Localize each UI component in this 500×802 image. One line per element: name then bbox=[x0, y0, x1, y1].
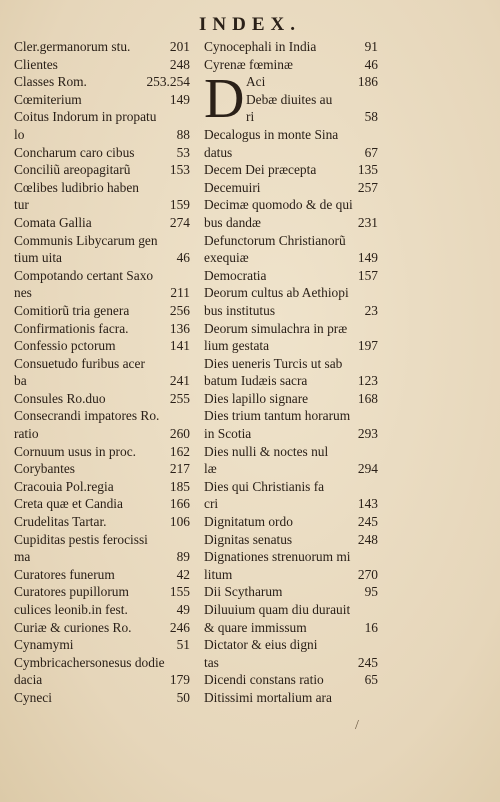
entry-text: Curiæ & curiones Ro. bbox=[14, 619, 132, 635]
dropcap-lines bbox=[246, 73, 378, 126]
index-entry bbox=[14, 284, 190, 302]
entry-text: & quare immissum bbox=[204, 619, 307, 635]
entry-page-number: 255 bbox=[169, 390, 190, 406]
index-entry bbox=[204, 513, 378, 531]
entry-text: Dicendi constans ratio bbox=[204, 672, 324, 688]
entry-text: Deorum cultus ab Aethiopi bbox=[204, 285, 349, 301]
entry-text: Cyneci bbox=[14, 689, 52, 705]
index-entry bbox=[14, 390, 190, 408]
entry-text: Dies qui Christianis fa bbox=[204, 478, 325, 494]
entry-page-number: 58 bbox=[364, 109, 378, 125]
entry-text: batum Iudæis sacra bbox=[204, 373, 308, 389]
index-entry bbox=[14, 73, 190, 91]
index-entry bbox=[204, 249, 378, 267]
index-entry bbox=[14, 583, 190, 601]
entry-text: datus bbox=[204, 144, 233, 160]
entry-text: Cyrenæ fœminæ bbox=[204, 56, 293, 72]
entry-text: Curatores funerum bbox=[14, 566, 115, 582]
index-entry bbox=[14, 267, 190, 285]
entry-text: Crudelitas Tartar. bbox=[14, 514, 107, 530]
entry-text: Diluuium quam diu durauit bbox=[204, 602, 351, 618]
entry-text: Defunctorum Christianorũ bbox=[204, 232, 346, 248]
entry-text: Dies trium tantum horarum bbox=[204, 408, 351, 424]
entry-page-number: 211 bbox=[170, 285, 190, 301]
entry-text: Cynamymi bbox=[14, 637, 74, 653]
entry-page-number: 159 bbox=[169, 197, 190, 213]
index-entry bbox=[14, 355, 190, 373]
entry-text: Debæ diuites au bbox=[246, 91, 333, 107]
index-entry bbox=[204, 478, 378, 496]
index-entry bbox=[14, 460, 190, 478]
entry-page-number: 245 bbox=[357, 654, 378, 670]
entry-text: Cracouia Pol.regia bbox=[14, 478, 114, 494]
entry-text: Dignitatum ordo bbox=[204, 514, 293, 530]
entry-page-number: 248 bbox=[357, 531, 378, 547]
index-entry bbox=[204, 407, 378, 425]
entry-text: Conciliũ areopagitarũ bbox=[14, 162, 131, 178]
index-entry bbox=[14, 126, 190, 144]
entry-page-number: 91 bbox=[364, 39, 378, 54]
right-bottom-entries bbox=[204, 126, 378, 707]
entry-text: Decimæ quomodo & de qui bbox=[204, 197, 353, 213]
index-entry bbox=[204, 161, 378, 179]
index-entry bbox=[14, 302, 190, 320]
index-entry bbox=[204, 144, 378, 162]
entry-text: Clientes bbox=[14, 56, 58, 72]
index-entry bbox=[204, 654, 378, 672]
index-entry bbox=[14, 689, 190, 707]
entry-text: Cœmiterium bbox=[14, 91, 82, 107]
index-entry bbox=[14, 601, 190, 619]
entry-text: Democratia bbox=[204, 267, 267, 283]
entry-page-number: 23 bbox=[364, 302, 378, 318]
entry-page-number: 186 bbox=[357, 74, 378, 90]
entry-text: Communis Libycarum gen bbox=[14, 232, 158, 248]
index-entry bbox=[14, 320, 190, 338]
index-entry bbox=[204, 372, 378, 390]
entry-page-number: 168 bbox=[357, 390, 378, 406]
index-entry bbox=[14, 425, 190, 443]
right-column bbox=[204, 38, 378, 707]
entry-text: Dignitas senatus bbox=[204, 531, 293, 547]
index-entry bbox=[204, 284, 378, 302]
entry-text: Dies ueneris Turcis ut sab bbox=[204, 355, 343, 371]
entry-page-number: 149 bbox=[169, 91, 190, 107]
index-entry bbox=[14, 478, 190, 496]
entry-text: Cornuum usus in proc. bbox=[14, 443, 136, 459]
index-entry bbox=[204, 267, 378, 285]
entry-page-number: 260 bbox=[169, 426, 190, 442]
index-entry bbox=[204, 495, 378, 513]
entry-text: Cœlibes ludibrio haben bbox=[14, 179, 139, 195]
entry-page-number: 153 bbox=[169, 162, 190, 178]
entry-page-number: 246 bbox=[169, 619, 190, 635]
entry-text: Cymbricachersonesus dodie bbox=[14, 654, 165, 670]
entry-page-number: 149 bbox=[357, 250, 378, 266]
entry-text: tur bbox=[14, 197, 29, 213]
entry-text: Deorum simulachra in præ bbox=[204, 320, 348, 336]
ink-mark: / bbox=[355, 718, 359, 733]
entry-text: Cler.germanorum stu. bbox=[14, 39, 131, 54]
index-entry bbox=[204, 390, 378, 408]
entry-page-number: 257 bbox=[357, 179, 378, 195]
entry-page-number: 293 bbox=[357, 426, 378, 442]
entry-page-number: 274 bbox=[169, 214, 190, 230]
index-entry bbox=[204, 566, 378, 584]
entry-text: Creta quæ et Candia bbox=[14, 496, 123, 512]
left-column bbox=[14, 38, 190, 707]
index-entry bbox=[14, 144, 190, 162]
index-entry bbox=[204, 302, 378, 320]
index-entry bbox=[14, 337, 190, 355]
index-entry bbox=[14, 179, 190, 197]
entry-page-number: 155 bbox=[169, 584, 190, 600]
index-entry bbox=[204, 548, 378, 566]
index-entry bbox=[14, 566, 190, 584]
entry-text: Consules Ro.duo bbox=[14, 390, 106, 406]
entry-page-number: 270 bbox=[357, 566, 378, 582]
entry-page-number: 49 bbox=[176, 602, 190, 617]
entry-page-number: 89 bbox=[176, 549, 190, 565]
index-entry bbox=[204, 583, 378, 601]
entry-text: in Scotia bbox=[204, 426, 252, 442]
entry-page-number: 157 bbox=[357, 267, 378, 283]
index-entry bbox=[204, 531, 378, 549]
entry-page-number: 294 bbox=[357, 461, 378, 477]
entry-text: Decalogus in monte Sina bbox=[204, 126, 339, 142]
index-entry bbox=[246, 73, 378, 91]
entry-text: Consecrandi impatores Ro. bbox=[14, 408, 160, 424]
index-entry bbox=[14, 91, 190, 109]
entry-page-number: 46 bbox=[364, 56, 378, 72]
entry-text: Consuetudo furibus acer bbox=[14, 355, 145, 371]
index-entry bbox=[14, 654, 190, 672]
entry-page-number: 231 bbox=[357, 214, 378, 230]
entry-text: Dii Scytharum bbox=[204, 584, 283, 600]
index-entry bbox=[14, 513, 190, 531]
entry-text: læ bbox=[204, 461, 217, 477]
entry-text: Ditissimi mortalium ara bbox=[204, 689, 332, 705]
entry-page-number: 50 bbox=[176, 689, 190, 705]
entry-text: litum bbox=[204, 566, 233, 582]
index-entry bbox=[204, 232, 378, 250]
index-entry bbox=[204, 636, 378, 654]
entry-page-number: 141 bbox=[169, 338, 190, 354]
page-header: INDEX. bbox=[199, 14, 301, 35]
entry-page-number: 106 bbox=[169, 514, 190, 530]
index-entry bbox=[14, 671, 190, 689]
entry-text: dacia bbox=[14, 672, 43, 688]
entry-text: culices leonib.in fest. bbox=[14, 602, 128, 617]
index-entry bbox=[14, 548, 190, 566]
entry-text: Dignationes strenuorum mi bbox=[204, 549, 351, 565]
entry-page-number: 179 bbox=[169, 672, 190, 688]
index-entry bbox=[14, 407, 190, 425]
entry-text: exequiæ bbox=[204, 250, 249, 266]
entry-page-number: 53 bbox=[176, 144, 190, 160]
entry-text: Confessio pctorum bbox=[14, 338, 116, 354]
entry-page-number: 135 bbox=[357, 162, 378, 178]
entry-text: tas bbox=[204, 654, 219, 670]
index-entry bbox=[204, 196, 378, 214]
index-entry bbox=[204, 320, 378, 338]
index-entry bbox=[204, 179, 378, 197]
entry-text: lo bbox=[14, 126, 25, 142]
entry-text: Decem Dei præcepta bbox=[204, 162, 317, 178]
dropcap-letter: D bbox=[204, 68, 245, 131]
index-entry bbox=[14, 372, 190, 390]
index-entry bbox=[14, 249, 190, 267]
index-entry bbox=[14, 443, 190, 461]
entry-text: Dies nulli & noctes nul bbox=[204, 443, 329, 459]
index-entry bbox=[14, 636, 190, 654]
entry-text: bus dandæ bbox=[204, 214, 261, 230]
index-entry bbox=[14, 232, 190, 250]
index-entry bbox=[246, 91, 378, 109]
entry-page-number: 143 bbox=[357, 496, 378, 512]
index-entry bbox=[14, 619, 190, 637]
entry-page-number: 67 bbox=[364, 144, 378, 160]
index-entry bbox=[204, 443, 378, 461]
index-entry bbox=[204, 337, 378, 355]
entry-text: Corybantes bbox=[14, 461, 75, 477]
entry-page-number: 46 bbox=[176, 250, 190, 266]
entry-text: cri bbox=[204, 496, 219, 512]
entry-page-number: 95 bbox=[364, 584, 378, 600]
entry-text: Confirmationis facra. bbox=[14, 320, 129, 336]
entry-text: Decemuiri bbox=[204, 179, 261, 195]
entry-text: ma bbox=[14, 549, 31, 565]
entry-text: Concharum caro cibus bbox=[14, 144, 135, 160]
entry-page-number: 166 bbox=[169, 496, 190, 512]
entry-text: Compotando certant Saxo bbox=[14, 267, 154, 283]
entry-text: Dies lapillo signare bbox=[204, 390, 309, 406]
entry-page-number: 123 bbox=[357, 373, 378, 389]
index-entry bbox=[14, 531, 190, 549]
entry-text: ba bbox=[14, 373, 27, 389]
entry-page-number: 65 bbox=[364, 672, 378, 688]
entry-text: Aci bbox=[246, 74, 266, 90]
entry-page-number: 51 bbox=[176, 637, 190, 653]
entry-page-number: 245 bbox=[357, 514, 378, 530]
entry-text: ri bbox=[246, 109, 255, 125]
index-entry bbox=[14, 56, 190, 74]
entry-page-number: 241 bbox=[169, 373, 190, 389]
entry-text: nes bbox=[14, 285, 32, 301]
entry-text: lium gestata bbox=[204, 338, 270, 354]
entry-text: Cynocephali in India bbox=[204, 39, 317, 54]
entry-text: tium uita bbox=[14, 250, 62, 266]
dropcap-entry bbox=[204, 68, 378, 131]
index-entry bbox=[246, 108, 378, 126]
entry-page-number: 248 bbox=[169, 56, 190, 72]
entry-text: ratio bbox=[14, 426, 39, 442]
index-entry bbox=[204, 671, 378, 689]
entry-page-number: 256 bbox=[169, 302, 190, 318]
index-entry bbox=[204, 689, 378, 707]
entry-text: Comata Gallia bbox=[14, 214, 92, 230]
index-entry bbox=[14, 196, 190, 214]
index-entry bbox=[204, 619, 378, 637]
index-entry bbox=[204, 601, 378, 619]
entry-text: bus institutus bbox=[204, 302, 276, 318]
entry-page-number: 136 bbox=[169, 320, 190, 336]
entry-text: Curatores pupillorum bbox=[14, 584, 129, 600]
entry-page-number: 185 bbox=[169, 478, 190, 494]
entry-page-number: 42 bbox=[176, 566, 190, 582]
entry-text: Coitus Indorum in propatu bbox=[14, 109, 157, 125]
entry-page-number: 253.254 bbox=[146, 74, 190, 90]
index-entry bbox=[204, 214, 378, 232]
entry-text: Dictator & eius digni bbox=[204, 637, 318, 653]
entry-text: Comitiorũ tria genera bbox=[14, 302, 130, 318]
entry-page-number: 162 bbox=[169, 443, 190, 459]
index-entry bbox=[204, 425, 378, 443]
index-entry bbox=[14, 214, 190, 232]
entry-text: Classes Rom. bbox=[14, 74, 87, 90]
index-entry bbox=[204, 355, 378, 373]
entry-page-number: 217 bbox=[169, 461, 190, 477]
index-entry bbox=[14, 38, 190, 56]
entry-page-number: 16 bbox=[364, 619, 378, 635]
index-entry bbox=[204, 38, 378, 56]
index-entry bbox=[14, 161, 190, 179]
entry-page-number: 88 bbox=[176, 126, 190, 142]
index-entry bbox=[14, 495, 190, 513]
index-entry bbox=[14, 108, 190, 126]
entry-page-number: 197 bbox=[357, 338, 378, 354]
entry-text: Cupiditas pestis ferocissi bbox=[14, 531, 148, 547]
index-entry bbox=[204, 460, 378, 478]
entry-page-number: 201 bbox=[169, 39, 190, 54]
